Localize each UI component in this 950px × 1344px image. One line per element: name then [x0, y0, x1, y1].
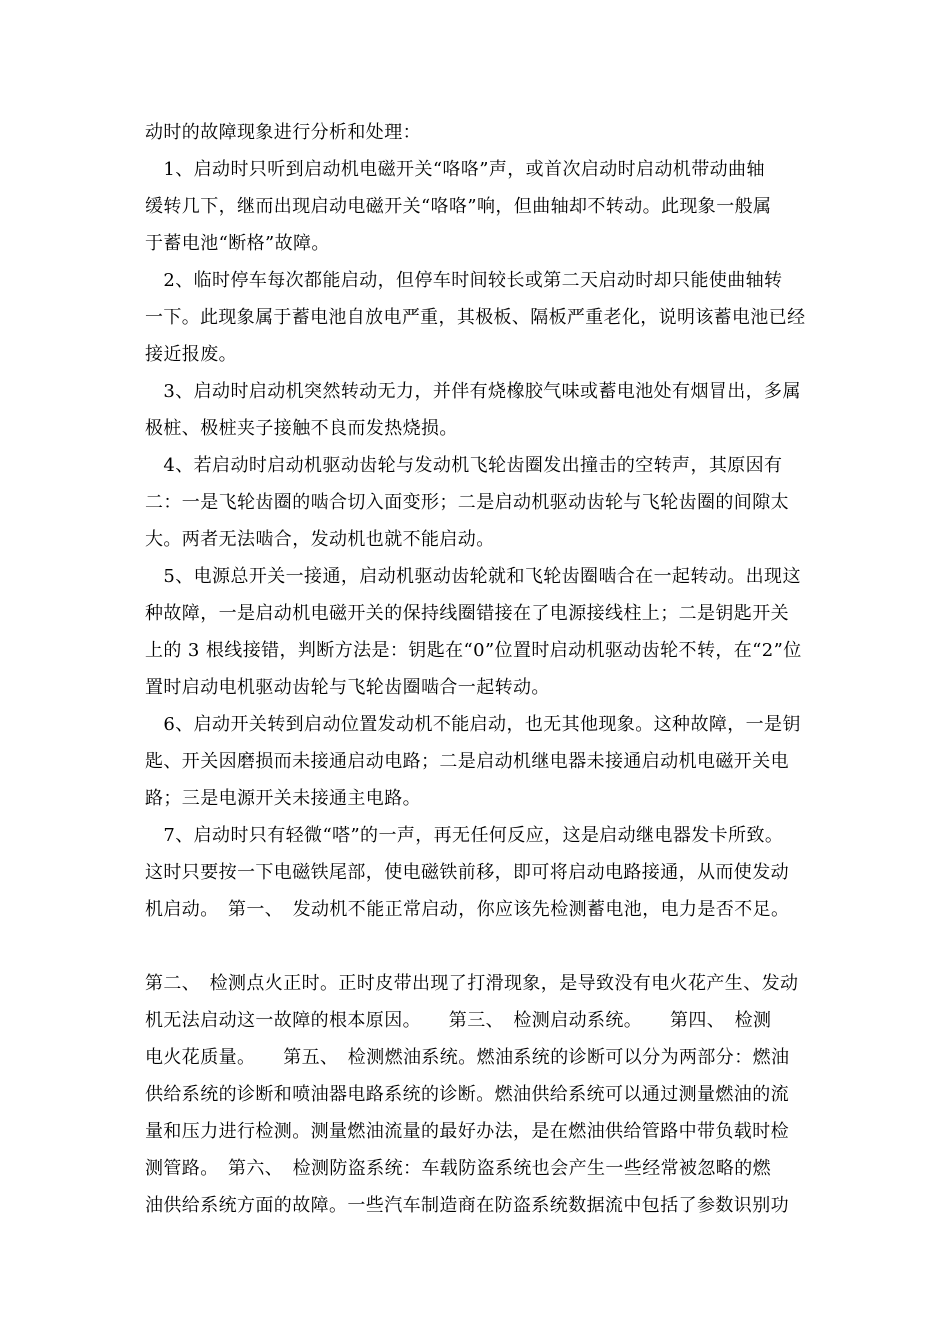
text-line: 4、若启动时启动机驱动齿轮与发动机飞轮齿圈发出撞击的空转声，其原因有 [145, 455, 783, 476]
text-line: 3、启动时启动机突然转动无力，并伴有烧橡胶气味或蓄电池处有烟冒出，多属 [145, 381, 801, 402]
text-line: 第二、 检测点火正时。正时皮带出现了打滑现象，是导致没有电火花产生、发动 [145, 973, 799, 994]
text-line: 极桩、极桩夹子接触不良而发热烧损。 [145, 418, 458, 439]
text-line: 5、电源总开关一接通，启动机驱动齿轮就和飞轮齿圈啮合在一起转动。出现这 [145, 566, 801, 587]
text-line: 上的 3 根线接错，判断方法是：钥匙在“0”位置时启动机驱动齿轮不转，在“2”位 [145, 640, 802, 661]
text-line: 动时的故障现象进行分析和处理： [145, 122, 421, 143]
text-line: 匙、开关因磨损而未接通启动电路；二是启动机继电器未接通启动机电磁开关电 [145, 751, 789, 772]
text-line: 于蓄电池“断格”故障。 [145, 233, 330, 254]
text-line: 7、启动时只有轻微“嗒”的一声，再无任何反应，这是启动继电器发卡所致。 [145, 825, 784, 846]
text-line: 6、启动开关转到启动位置发动机不能启动，也无其他现象。这种故障，一是钥 [145, 714, 801, 735]
text-line: 路；三是电源开关未接通主电路。 [145, 788, 421, 809]
text-line: 机无法启动这一故障的根本原因。 第三、 检测启动系统。 第四、 检测 [145, 1010, 772, 1031]
text-line: 缓转几下，继而出现启动电磁开关“咯咯”响，但曲轴却不转动。此现象一般属 [145, 196, 772, 217]
text-line: 大。两者无法啮合，发动机也就不能启动。 [145, 529, 495, 550]
text-line: 供给系统的诊断和喷油器电路系统的诊断。燃油供给系统可以通过测量燃油的流 [145, 1084, 789, 1105]
text-line: 种故障，一是启动机电磁开关的保持线圈错接在了电源接线柱上；二是钥匙开关 [145, 603, 789, 624]
text-line: 1、启动时只听到启动机电磁开关“咯咯”声，或首次启动时启动机带动曲轴 [145, 159, 765, 180]
text-line: 这时只要按一下电磁铁尾部，使电磁铁前移，即可将启动电路接通，从而使发动 [145, 862, 789, 883]
text-line: 置时启动电机驱动齿轮与飞轮齿圈啮合一起转动。 [145, 677, 550, 698]
text-line: 机启动。 第一、 发动机不能正常启动，你应该先检测蓄电池，电力是否不足。 [145, 899, 790, 920]
text-line: 电火花质量。 第五、 检测燃油系统。燃油系统的诊断可以分为两部分：燃油 [145, 1047, 790, 1068]
text-line: 2、临时停车每次都能启动，但停车时间较长或第二天启动时却只能使曲轴转 [145, 270, 783, 291]
text-line: 测管路。 第六、 检测防盗系统：车载防盗系统也会产生一些经常被忽略的燃 [145, 1158, 771, 1179]
text-line: 量和压力进行检测。测量燃油流量的最好办法，是在燃油供给管路中带负载时检 [145, 1121, 789, 1142]
text-line: 油供给系统方面的故障。一些汽车制造商在防盗系统数据流中包括了参数识别功 [145, 1195, 789, 1216]
text-line: 二：一是飞轮齿圈的啮合切入面变形；二是启动机驱动齿轮与飞轮齿圈的间隙太 [145, 492, 789, 513]
text-line: 一下。此现象属于蓄电池自放电严重，其极板、隔板严重老化，说明该蓄电池已经 [145, 307, 806, 328]
text-line: 接近报废。 [145, 344, 237, 365]
